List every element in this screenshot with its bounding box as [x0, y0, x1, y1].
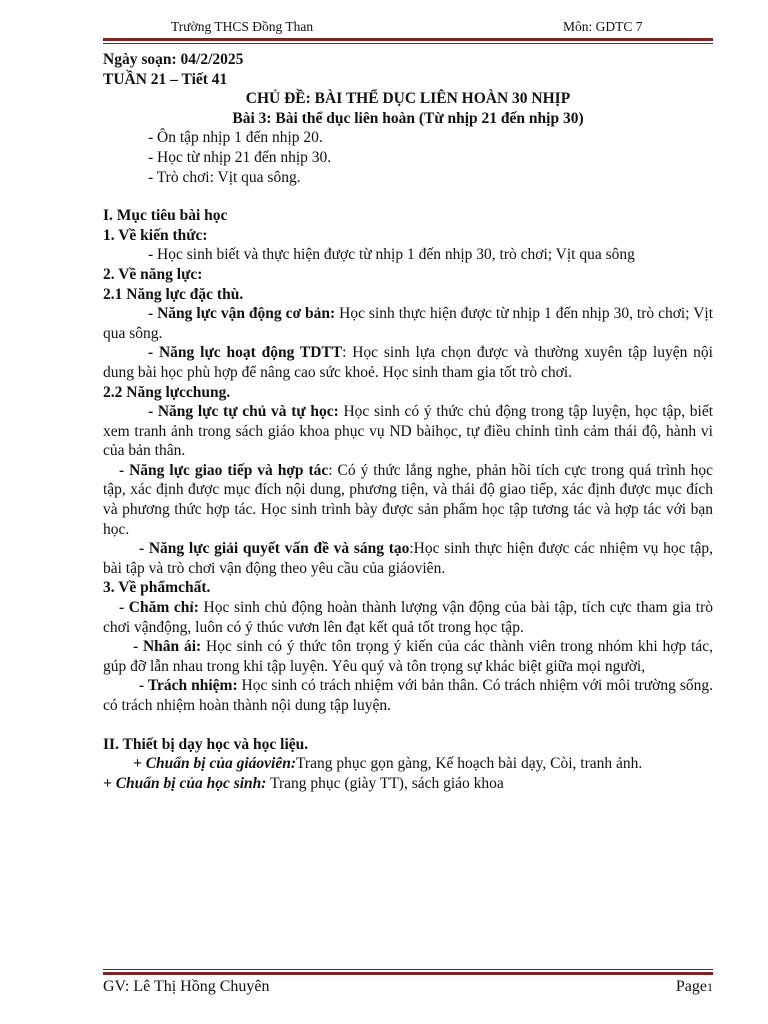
paragraph-kindness: [103, 637, 713, 676]
paragraph-label: - Năng lực tự chủ và tự học:: [148, 403, 339, 421]
page-number-value: 1: [707, 980, 713, 994]
paragraph-text: : Có ý thức lắng nghe, phản hồi tích cực trong quá trình học tập, xác định được mục đích nội dung, phương tiện, và thái độ giao tiếp, xác định được mục đích và phương thức hợp tác. Học sinh trình bày được sản phẩm học tập tương tác và hợp tác với bạn học.: [103, 461, 713, 538]
topic-title: CHỦ ĐỀ: BÀI THỂ DỤC LIÊN HOÀN 30 NHỊP: [245, 90, 571, 108]
document-body: [103, 50, 713, 793]
paragraph-label: - Năng lực vận động cơ bản:: [148, 305, 336, 323]
teacher-name: GV: Lê Thị Hồng Chuyên: [103, 978, 270, 995]
paragraph-text: Trang phục (giày TT), sách giáo khoa: [266, 774, 504, 792]
footer-rule-thin: [103, 969, 713, 970]
section-1-title: I. Mục tiêu bài học: [103, 207, 228, 225]
specific-ability-title: 2.1 Năng lực đặc thù.: [103, 285, 244, 303]
paragraph-communication: [103, 461, 713, 539]
paragraph-text: Trang phục gọn gàng, Kế hoạch bài dạy, Còi, tranh ảnh.: [296, 755, 643, 773]
paragraph-self-study: [103, 402, 713, 461]
paragraph-problem-solving: [103, 539, 713, 578]
paragraph-label: - Năng lực giải quyết vấn đề và sáng tạo: [139, 540, 410, 558]
date-line: Ngày soạn: 04/2/2025: [103, 51, 244, 68]
paragraph-text: Học sinh thực hiện được từ nhịp 1 đến nhịp 30, trò chơi; Vịt qua sông.: [103, 305, 713, 342]
paragraph-responsibility: [103, 676, 713, 715]
lesson-title: Bài 3: Bài thể dục liên hoàn (Từ nhịp 21 đến nhịp 30): [232, 109, 584, 127]
quality-title: 3. Về phẩmchất.: [103, 579, 211, 597]
paragraph-sport-ability: [103, 343, 713, 382]
header-rule-thick: [103, 38, 713, 41]
section-2-title: II. Thiết bị dạy học và học liệu.: [103, 735, 309, 753]
paragraph-label: - Nhân ái:: [133, 638, 202, 656]
paragraph-motor-ability: [103, 304, 713, 343]
subject-name: Môn: GDTC 7: [563, 19, 643, 34]
header-rule-thin: [103, 43, 713, 44]
paragraph-label: - Trách nhiệm:: [139, 677, 238, 695]
paragraph-label: - Năng lực giao tiếp và hợp tác: [119, 461, 329, 479]
list-item: - Trò chơi: Vịt qua sông.: [148, 168, 301, 186]
ability-title: 2. Về năng lực:: [103, 265, 203, 283]
paragraph-text: : Học sinh lựa chọn được và thường xuyên tập luyện nội dung bài học phù hợp để nâng cao sức khoẻ. Học sinh tham gia tốt trò chơi.: [103, 344, 713, 381]
list-item: - Học từ nhịp 21 đến nhịp 30.: [148, 148, 332, 166]
list-item: - Ôn tập nhịp 1 đến nhịp 20.: [148, 129, 323, 147]
general-ability-title: 2.2 Năng lựcchung.: [103, 383, 231, 401]
paragraph-label: - Năng lực hoạt động TDTT: [148, 344, 343, 362]
page-label: Page: [675, 978, 707, 995]
paragraph-label: + Chuẩn bị của học sinh:: [103, 774, 267, 792]
footer-rule-thick: [103, 972, 713, 975]
page-footer: [103, 978, 713, 1000]
school-name: Trường THCS Đồng Than: [171, 19, 314, 34]
page-header: [103, 18, 713, 38]
week-line: TUẦN 21 – Tiết 41: [103, 70, 228, 88]
knowledge-text: - Học sinh biết và thực hiện được từ nhịp 1 đến nhịp 30, trò chơi; Vịt qua sông: [148, 246, 635, 264]
paragraph-teacher-prep: [103, 754, 713, 774]
paragraph-student-prep: [103, 774, 713, 794]
paragraph-text: Học sinh có ý thức chủ động trong tập luyện, học tập, biết xem tranh ảnh trong sách giáo khoa phục vụ ND bàihọc, tự điều chỉnh tình cảm thái độ, hành vi của bản thân.: [103, 403, 714, 460]
paragraph-label: + Chuẩn bị của giáoviên:: [133, 755, 296, 773]
knowledge-title: 1. Về kiến thức:: [103, 226, 208, 244]
paragraph-text: Học sinh chủ động hoàn thành lượng vận động của bài tập, tích cực tham gia trò chơi vậnđộng, luôn có ý thúc vươn lên đạt kết quả tốt trong học tập.: [103, 599, 713, 636]
paragraph-diligence: [103, 598, 713, 637]
page-number: [676, 978, 713, 996]
paragraph-text: Học sinh có trách nhiệm với bản thân. Có trách nhiệm với môi trường sống. có trách nhiệm hoàn thành nội dung tập luyện.: [103, 677, 713, 714]
paragraph-label: - Chăm chỉ:: [119, 599, 199, 617]
paragraph-text: :Học sinh thực hiện được các nhiệm vụ học tập, bài tập và trò chơi vận động theo yêu cầu của giáoviên.: [103, 540, 713, 577]
paragraph-text: Học sinh có ý thức tôn trọng ý kiến của các thành viên trong nhóm khi hợp tác, gúp đỡ lẫn nhau trong khi tập luyện. Yêu quý và tôn trọng sự khác biệt giữa mọi người,: [103, 638, 713, 675]
